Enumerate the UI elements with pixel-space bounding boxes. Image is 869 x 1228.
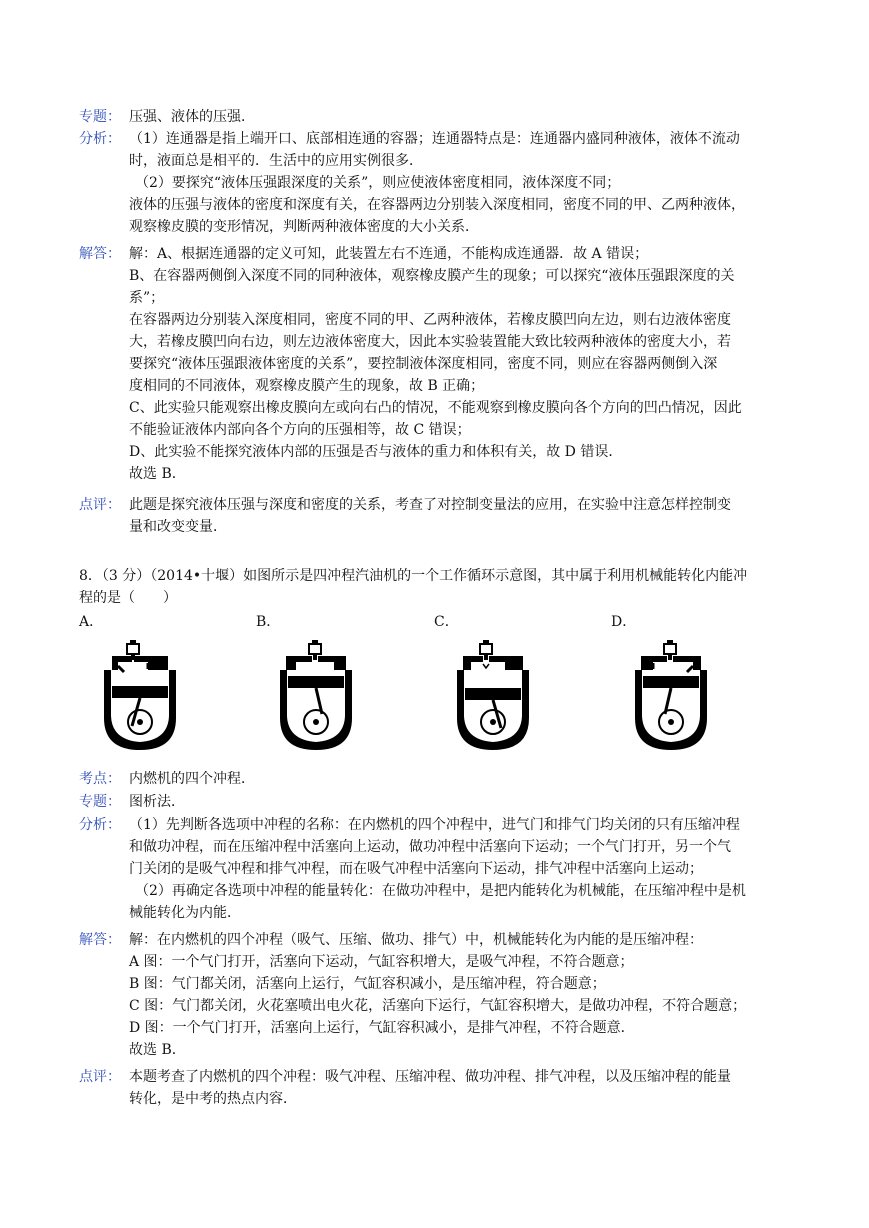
answer-line: B 图：气门都关闭，活塞向上运行，气缸容积减小，是压缩冲程，符合题意；	[129, 976, 606, 992]
option-a-label: A．	[79, 614, 104, 630]
option-b-label: B．	[256, 614, 281, 630]
topic-line: 图析法．	[129, 794, 185, 810]
analysis-line: 时，液面总是相平的．生活中的应用实例很多．	[129, 153, 423, 169]
analysis-line: 观察橡皮膜的变形情况，判断两种液体密度的大小关系．	[129, 219, 479, 235]
option-d-label: D．	[611, 614, 637, 630]
comment-section	[79, 494, 791, 538]
answer-section	[79, 929, 791, 1061]
engine-diagram-b	[276, 640, 356, 752]
option-c-label: C．	[434, 614, 459, 630]
answer-line: 解：在内燃机的四个冲程（吸气、压缩、做功、排气）中，机械能转化为内能的是压缩冲程：	[129, 932, 703, 948]
analysis-line: 液体的压强与液体的密度和深度有关，在容器两边分别装入深度相同，密度不同的甲、乙两种液体，	[129, 197, 745, 213]
analysis-line: 门关闭的是吸气冲程和排气冲程，而在吸气冲程中活塞向下运动，排气冲程中活塞向上运动；	[129, 861, 703, 877]
comment-label: 点评：	[79, 497, 121, 513]
analysis-label: 分析：	[79, 131, 121, 147]
topic-label: 专题：	[79, 109, 121, 125]
answer-line: D 图：一个气门打开，活塞向上运行，气缸容积减小，是排气冲程，不符合题意．	[129, 1020, 635, 1036]
answer-line: 故选 B．	[129, 1042, 186, 1058]
analysis-line: 械能转化为内能．	[129, 905, 241, 921]
topic-section	[79, 791, 791, 813]
analysis-line: （2）再确定各选项中冲程的能量转化：在做功冲程中，是把内能转化为机械能，在压缩冲程中是机	[135, 883, 746, 899]
answer-line: 大，若橡皮膜凹向右边，则左边液体密度大，因此本实验装置能大致比较两种液体的密度大小，若	[129, 334, 731, 350]
analysis-line: 和做功冲程，而在压缩冲程中活塞向上运动，做功冲程中活塞向下运动；一个气门打开，另一个气	[129, 839, 731, 855]
answer-line: D、此实验不能探究液体内部的压强是否与液体的重力和体积有关，故 D 错误．	[129, 444, 623, 460]
answer-line: 解：A、根据连通器的定义可知，此装置左右不连通，不能构成连通器．故 A 错误；	[129, 246, 649, 262]
question-line: 8．（3 分）（2014•十堰）如图所示是四冲程汽油机的一个工作循环示意图，其中属于利用机械能转化内能冲	[79, 568, 748, 584]
answer-line: 在容器两边分别装入深度相同，密度不同的甲、乙两种液体，若橡皮膜凹向左边，则右边液体密度	[129, 312, 731, 328]
engine-diagram-c	[453, 640, 533, 752]
analysis-line: （2）要探究“液体压强跟深度的关系”，则应使液体密度相同，液体深度不同；	[135, 175, 621, 191]
comment-label: 点评：	[79, 1069, 121, 1085]
answer-line: A 图：一个气门打开，活塞向下运动，气缸容积增大，是吸气冲程，不符合题意；	[129, 954, 634, 970]
answer-line: C、此实验只能观察出橡皮膜向左或向右凸的情况，不能观察到橡皮膜向各个方向的凹凸情况，因此	[129, 400, 742, 416]
answer-section	[79, 243, 791, 485]
topic-label: 专题：	[79, 794, 121, 810]
answer-line: 系”；	[129, 290, 165, 306]
topic-line: 压强、液体的压强．	[129, 109, 255, 125]
point-label: 考点：	[79, 771, 121, 787]
analysis-label: 分析：	[79, 817, 121, 833]
comment-line: 此题是探究液体压强与深度和密度的关系，考查了对控制变量法的应用，在实验中注意怎样控制变	[129, 497, 731, 513]
answer-line: 度相同的不同液体，观察橡皮膜产生的现象，故 B 正确；	[129, 378, 485, 394]
analysis-section	[79, 814, 791, 924]
engine-diagram-d	[631, 640, 711, 752]
topic-section	[79, 106, 791, 128]
comment-line: 量和改变变量．	[129, 519, 227, 535]
point-section	[79, 768, 791, 790]
analysis-line: （1）连通器是指上端开口、底部相连通的容器；连通器特点是：连通器内盛同种液体，液体不流动	[129, 131, 740, 147]
answer-line: 不能验证液体内部向各个方向的压强相等，故 C 错误；	[129, 422, 471, 438]
analysis-section	[79, 128, 791, 238]
engine-diagram-a	[100, 640, 180, 752]
answer-line: B、在容器两侧倒入深度不同的同种液体，观察橡皮膜产生的现象；可以探究“液体压强跟深度的关	[129, 268, 735, 284]
comment-line: 本题考查了内燃机的四个冲程：吸气冲程、压缩冲程、做功冲程、排气冲程，以及压缩冲程的能量	[129, 1069, 731, 1085]
comment-line: 转化，是中考的热点内容．	[129, 1091, 297, 1107]
answer-label: 解答：	[79, 246, 121, 262]
point-line: 内燃机的四个冲程．	[129, 771, 255, 787]
analysis-line: （1）先判断各选项中冲程的名称：在内燃机的四个冲程中，进气门和排气门均关闭的只有压缩冲程	[129, 817, 740, 833]
answer-line: 故选 B．	[129, 466, 186, 482]
comment-section	[79, 1066, 791, 1110]
answer-line: 要探究“液体压强跟液体密度的关系”，要控制液体深度相同，密度不同，则应在容器两侧倒入深	[129, 356, 718, 372]
answer-line: C 图：气门都关闭，火花塞喷出电火花，活塞向下运行，气缸容积增大，是做功冲程，不符合题意；	[129, 998, 747, 1014]
answer-label: 解答：	[79, 932, 121, 948]
question-8	[79, 565, 791, 609]
question-line: 程的是（ ）	[79, 590, 177, 606]
